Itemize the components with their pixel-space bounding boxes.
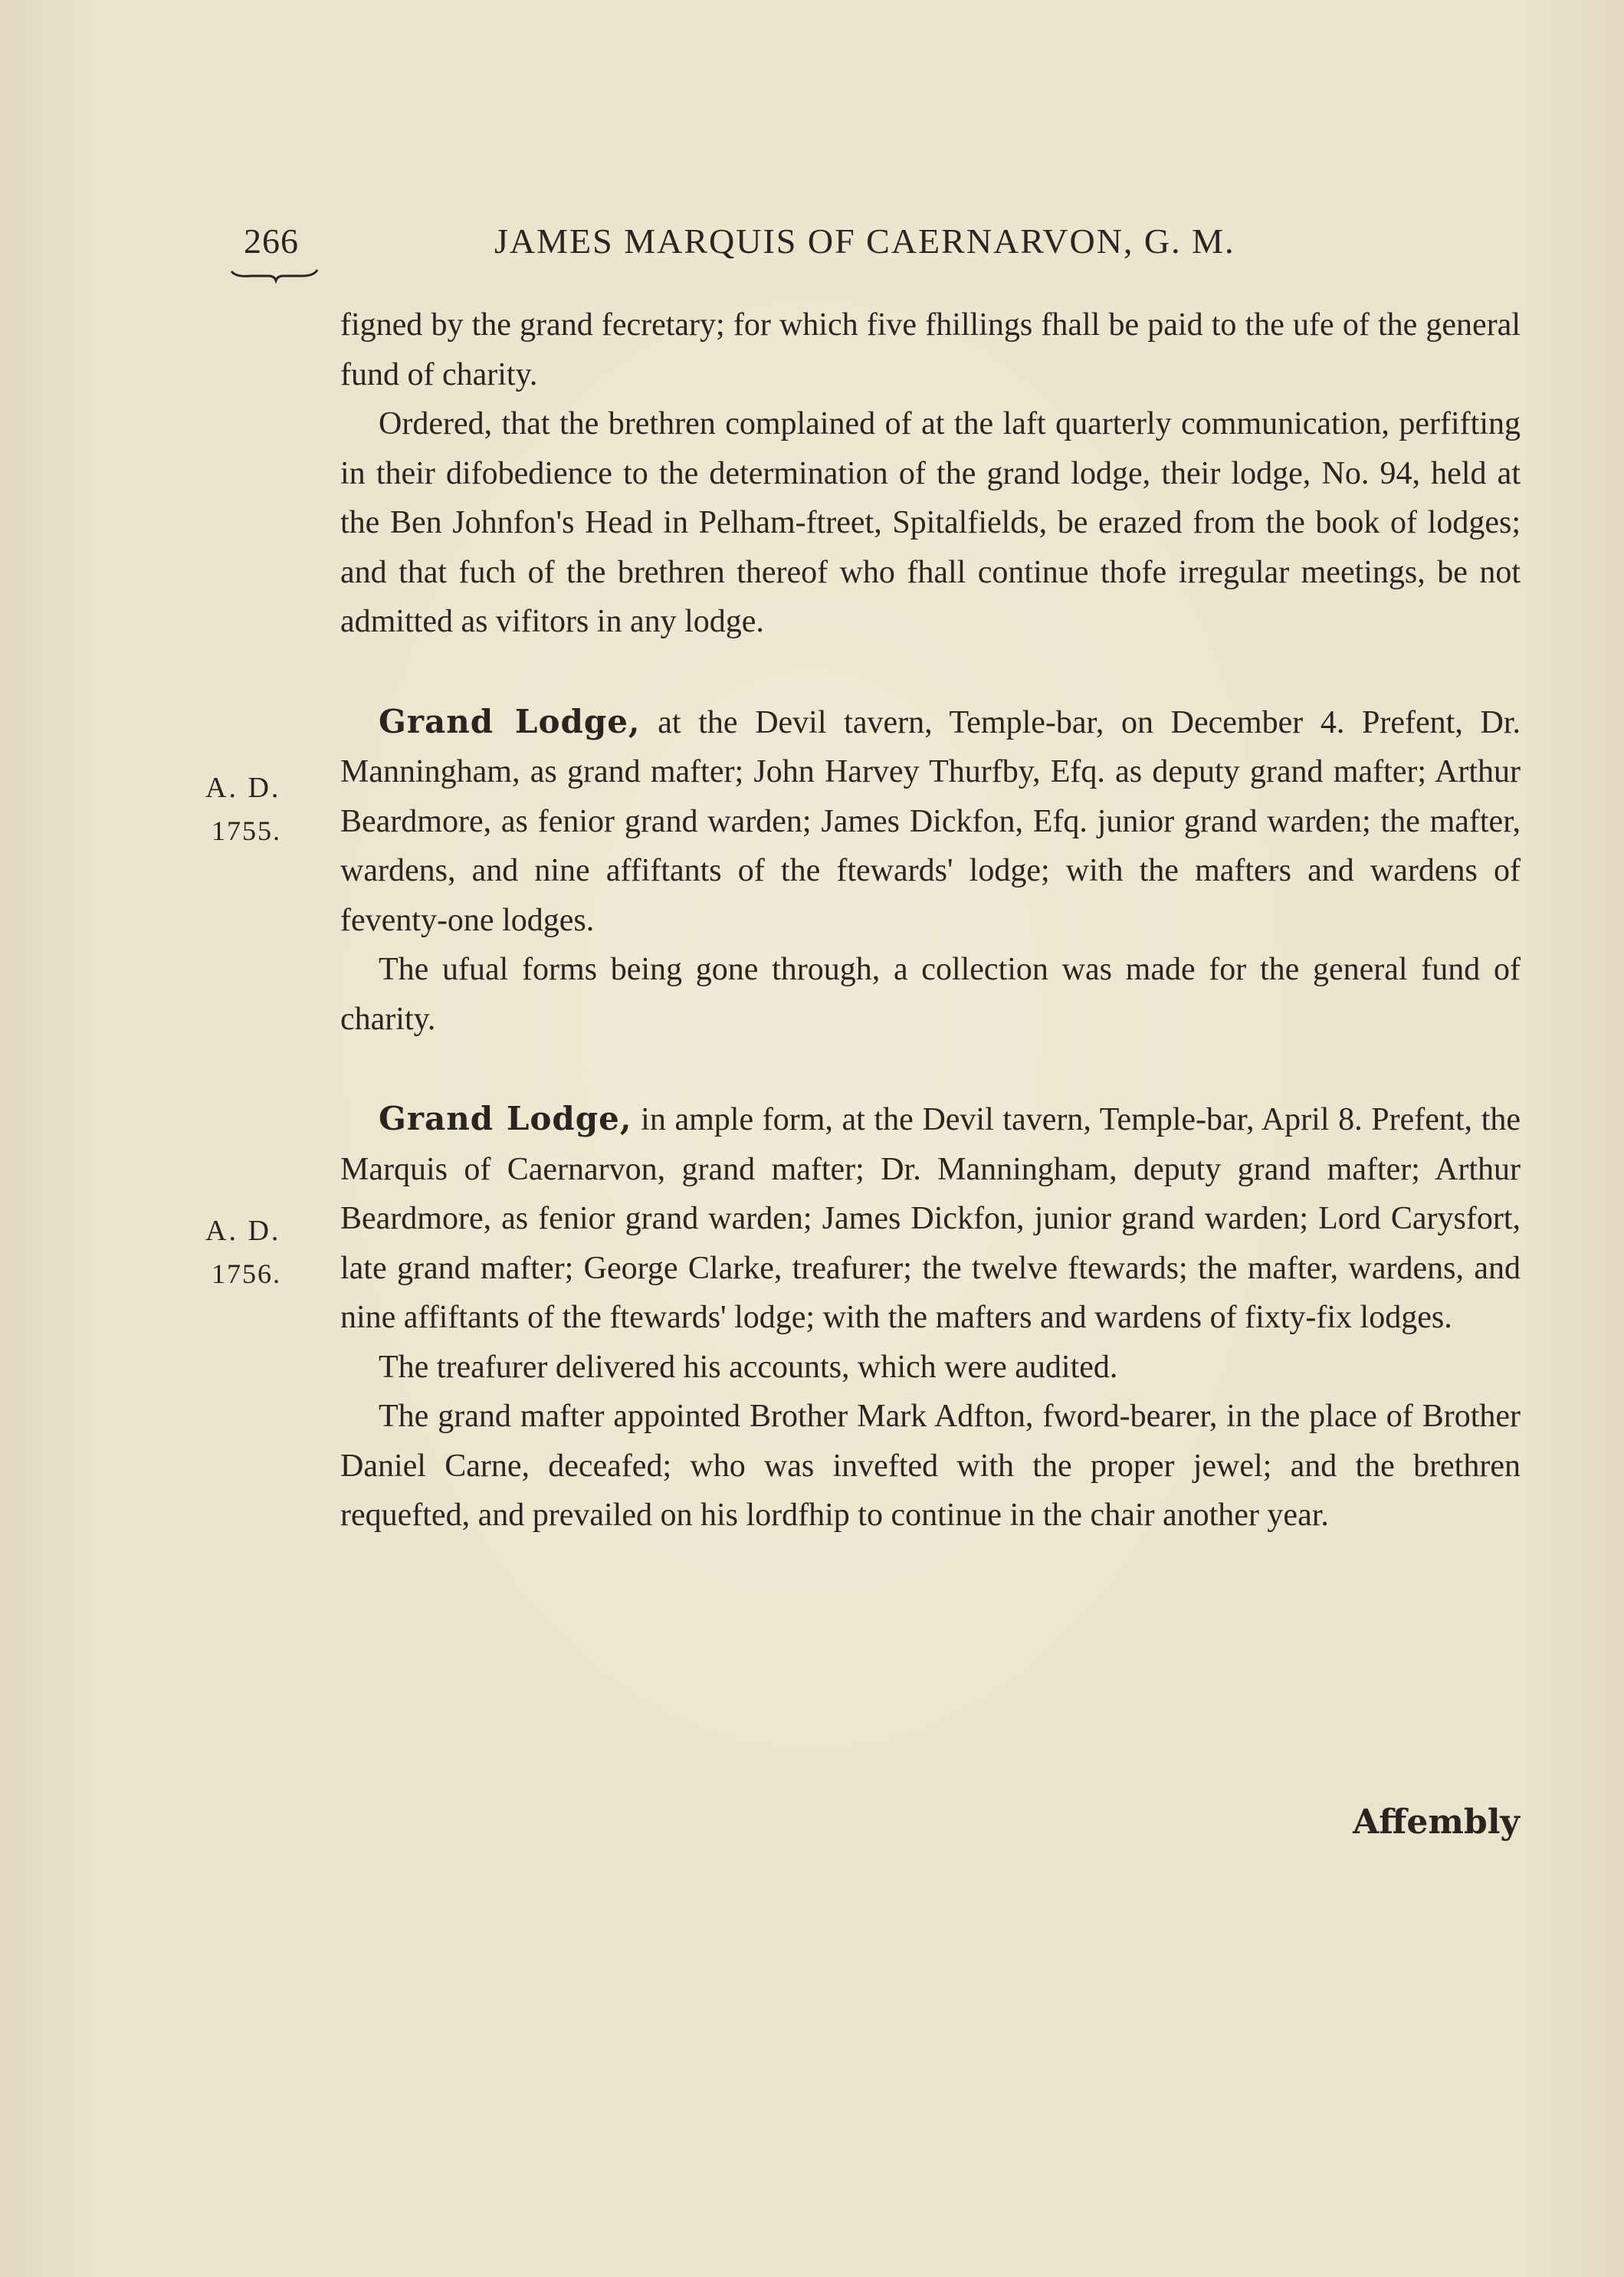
paragraph: The treafurer delivered his accounts, which were audited. bbox=[379, 1349, 1118, 1385]
page-number: 266 bbox=[244, 221, 299, 261]
margin-date-year: 1756. bbox=[212, 1258, 281, 1289]
paragraph: figned by the grand fecretary; for which five fhillings fhall be paid to the ufe of the general fund of charity. bbox=[340, 307, 1521, 392]
running-head: JAMES MARQUIS OF CAERNARVON, G. M. bbox=[494, 221, 1235, 261]
section-gap bbox=[340, 1044, 1521, 1094]
paragraph bbox=[340, 1094, 1521, 1343]
paragraph-text: at the Devil tavern, Temple-bar, on December 4. Prefent, Dr. Manningham, as grand mafter; John Harvey Thurfby, Efq. as deputy grand mafter; Arthur Beardmore, as fenior grand warden; James Dickfon, Efq. junior grand warden; the mafter, wardens, and nine affiftants of the ftewards' lodge; with the mafters and wardens of feventy-one lodges. bbox=[340, 704, 1521, 938]
paragraph bbox=[340, 697, 1521, 946]
catchword: Affembly bbox=[1353, 1803, 1520, 1842]
paragraph: The grand mafter appointed Brother Mark Adfton, fword-bearer, in the place of Brother Daniel Carne, deceafed; who was invefted with the proper jewel; and the brethren requefted, and prevailed on his lordfhip to continue in the chair another year. bbox=[340, 1399, 1521, 1533]
paragraph: The ufual forms being gone through, a collection was made for the general fund of charity. bbox=[340, 952, 1521, 1037]
margin-date-year: 1755. bbox=[212, 815, 281, 846]
section-gap bbox=[340, 647, 1521, 697]
section-heading: Grand Lodge, bbox=[379, 702, 641, 740]
body-text bbox=[340, 300, 1521, 1540]
section-heading: Grand Lodge, bbox=[379, 1100, 632, 1137]
margin-date-1755 bbox=[205, 766, 281, 852]
paragraph-text: in ample form, at the Devil tavern, Temple-bar, April 8. Prefent, the Marquis of Caernarvon, grand mafter; Dr. Manningham, deputy grand mafter; Arthur Beardmore, as fenior grand warden; James Dickfon, junior grand warden; Lord Carysfort, late grand mafter; George Clarke, treafurer; the twelve ftewards; the mafter, wardens, and nine affiftants of the ftewards' lodge; with the mafters and wardens of fixty-fix lodges. bbox=[340, 1102, 1521, 1335]
margin-date-label: A. D. bbox=[205, 1215, 281, 1247]
margin-date-1756 bbox=[205, 1209, 281, 1295]
page-header bbox=[0, 221, 1624, 282]
paragraph: Ordered, that the brethren complained of at the laft quarterly communication, perfifting in their difobedience to the determination of the grand lodge, their lodge, No. 94, held at the Ben Johnfon's Head in Pelham-ftreet, Spitalfields, be erazed from the book of lodges; and that fuch of the brethren thereof who fhall continue thofe irregular meetings, be not admitted as vifitors in any lodge. bbox=[340, 406, 1521, 639]
margin-date-label: A. D. bbox=[205, 772, 281, 804]
page-number-flourish bbox=[228, 267, 320, 284]
